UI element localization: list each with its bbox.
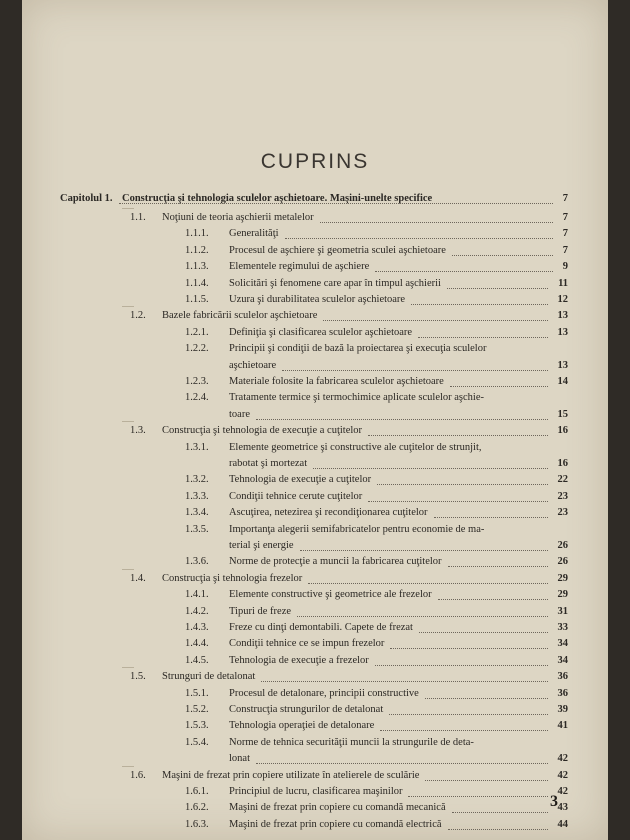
toc-entry-number: 1.1.1. [185,228,209,240]
toc-entry-number: 1.3.6. [185,556,209,568]
toc-entry-title: Materiale folosite la fabricarea sculelor aşchietoare [229,376,444,387]
chapter-page: 7 [562,193,568,204]
margin-mark [122,421,134,422]
toc-entry-page: 23 [557,490,568,502]
toc-entry-title: Bazele fabricării sculelor aşchietoare [162,310,318,322]
leader-dots [282,370,547,371]
toc-entry-number: 1.6.3. [185,818,209,830]
toc-entry-title: rabotat şi mortezat [229,458,308,469]
leader-dots [452,812,548,813]
toc-entry-title: Elemente constructive şi geometrice ale frezelor [229,589,432,601]
toc-entry-page: 43 [557,802,568,814]
book-page [22,0,608,840]
toc-entry-page: 29 [557,589,568,601]
toc-entry-number: 1.3.1. [185,441,209,453]
toc-entry-page: 16 [557,458,568,469]
toc-entry-number: 1.4.4. [185,638,209,650]
toc-entry-page: 15 [557,408,568,420]
leader-dots [256,763,548,764]
toc-entry-title: aşchietoare [229,359,277,371]
toc-entry-page: 7 [562,244,568,256]
toc-entry-title: Elementele regimului de aşchiere [229,261,370,273]
chapter-title: Construcţia şi tehnologia sculelor aşchietoare. Maşini-unelte specifice [122,193,433,204]
toc-entry-page: 41 [557,720,568,732]
toc-entry-number: 1.4. [130,572,146,584]
toc-entry-number: 1.4.2. [185,605,209,617]
toc-entry-title: Construcţia strungurilor de detalonat [229,704,384,715]
margin-mark [122,208,134,209]
margin-mark [122,306,134,307]
toc-entry-number: 1.3.2. [185,474,209,486]
toc-entry-number: 1.5.3. [185,720,209,732]
leader-dots [419,632,548,633]
toc-entry-title: Condiţii tehnice ce se impun frezelor [229,638,385,650]
toc-entry-page: 36 [557,671,568,683]
toc-entry-title: Elemente geometrice şi constructive ale cuţitelor de strunjit, [229,441,482,453]
toc-entry-page: 34 [557,654,568,666]
leader-dots [448,829,548,830]
toc-entry-page: 42 [557,769,568,781]
toc-entry-title: Principii şi condiţii de bază la proiectarea şi execuţia sculelor [229,343,487,355]
toc-entry-page: 11 [558,277,568,289]
leader-dots [452,255,553,256]
toc-entry-title: Maşini de frezat prin copiere cu comandă electrică [229,818,442,830]
toc-entry-number: 1.1. [130,212,146,223]
toc-entry-title: toare [229,408,250,420]
leader-dots [438,599,548,600]
leader-dots [308,583,547,584]
toc-entry-page: 44 [557,818,568,830]
toc-entry-page: 23 [557,507,568,519]
leader-dots [448,566,548,567]
toc-entry-page: 34 [557,638,568,650]
leader-dots [368,501,547,502]
leader-dots [375,271,553,272]
toc-entry-number: 1.2.4. [185,392,209,404]
toc-entry-title: Maşini de frezat prin copiere utilizate în atelierele de sculărie [162,769,420,781]
toc-entry-page: 7 [562,212,568,223]
leader-dots [313,468,547,469]
toc-entry-title: terial şi energie [229,540,294,551]
toc-entry-title: Maşini de frezat prin copiere cu comandă mecanică [229,802,446,814]
leader-dots [377,484,547,485]
toc-entry-page: 33 [557,622,568,633]
toc-entry-page: 13 [557,310,568,322]
toc-entry-number: 1.1.4. [185,277,209,289]
toc-entry-number: 1.3.3. [185,490,209,502]
toc-entry-title: Condiţii tehnice cerute cuţitelor [229,490,363,502]
toc-entry-title: Uzura şi durabilitatea sculelor aşchietoare [229,294,406,305]
toc-entry-page: 16 [557,425,568,437]
toc-entry-page: 13 [557,326,568,338]
leader-dots [300,550,548,551]
toc-entry-number: 1.5.4. [185,736,209,748]
toc-entry-number: 1.1.5. [185,294,209,305]
toc-entry-number: 1.2.2. [185,343,209,355]
toc-entry-page: 31 [557,605,568,617]
toc-entry-title: Procesul de detalonare, principii constructive [229,687,419,699]
leader-dots [119,203,553,204]
toc-entry-number: 1.6.1. [185,786,209,797]
toc-entry-title: Noţiuni de teoria aşchierii metalelor [162,212,314,223]
page-title: CUPRINS [260,150,370,173]
toc-entry-page: 36 [557,687,568,699]
toc-entry-page: 9 [562,261,568,273]
leader-dots [380,730,547,731]
margin-mark [122,569,134,570]
leader-dots [447,288,548,289]
leader-dots [297,616,547,617]
toc-entry-title: Ascuţirea, netezirea şi recondiţionarea cuţitelor [229,507,428,519]
toc-entry-page: 42 [557,753,568,765]
leader-dots [375,665,548,666]
toc-entry-number: 1.2. [130,310,146,322]
toc-entry-page: 26 [557,556,568,568]
leader-dots [320,222,553,223]
page-number: 3 [550,793,558,810]
leader-dots [450,386,548,387]
toc-entry-page: 14 [557,376,568,387]
toc-entry-title: Construcţia şi tehnologia de execuţie a cuţitelor [162,425,363,437]
toc-entry-title: Tipuri de freze [229,605,292,617]
toc-entry-number: 1.5.1. [185,687,209,699]
leader-dots [389,714,547,715]
toc-entry-title: Importanţa alegerii semifabricatelor pentru economie de ma- [229,523,485,535]
toc-entry-number: 1.6.2. [185,802,209,814]
margin-mark [122,766,134,767]
toc-entry-number: 1.2.3. [185,376,209,387]
chapter-label: Capitolul 1. [60,193,113,204]
toc-entry-number: 1.3.5. [185,523,209,535]
toc-entry-number: 1.3. [130,425,146,437]
leader-dots [261,681,547,682]
toc-entry-title: Generalităţi [229,228,279,240]
leader-dots [408,796,547,797]
toc-entry-title: Tehnologia de execuţie a cuţitelor [229,474,372,486]
toc-entry-page: 12 [557,294,568,305]
toc-entry-number: 1.4.1. [185,589,209,601]
toc-entry-number: 1.4.3. [185,622,209,633]
toc-entry-title: Norme de tehnica securităţii muncii la strungurile de deta- [229,736,474,748]
toc-entry-title: Norme de protecţie a muncii la fabricarea cuţitelor [229,556,442,568]
leader-dots [411,304,547,305]
toc-entry-page: 29 [557,572,568,584]
toc-entry-number: 1.6. [130,769,146,781]
leader-dots [425,698,548,699]
leader-dots [390,648,547,649]
toc-entry-number: 1.4.5. [185,654,209,666]
toc-entry-title: Procesul de aşchiere şi geometria sculei aşchietoare [229,244,446,256]
toc-entry-number: 1.5. [130,671,146,683]
toc-entry-number: 1.5.2. [185,704,209,715]
toc-entry-title: Tehnologia operaţiei de detalonare [229,720,375,732]
leader-dots [285,238,553,239]
toc-entry-title: Strunguri de detalonat [162,671,256,683]
toc-entry-title: Definiţia şi clasificarea sculelor aşchietoare [229,326,413,338]
toc-entry-page: 22 [557,474,568,486]
leader-dots [323,320,547,321]
leader-dots [418,337,547,338]
toc-entry-page: 39 [557,704,568,715]
toc-entry-page: 13 [557,359,568,371]
toc-entry-number: 1.1.2. [185,244,209,256]
leader-dots [368,435,547,436]
toc-entry-page: 42 [557,786,568,797]
toc-entry-title: Principiul de lucru, clasificarea maşinilor [229,786,403,797]
toc-entry-title: Solicitări şi fenomene care apar în timpul aşchierii [229,277,441,289]
leader-dots [434,517,548,518]
toc-entry-title: Construcţia şi tehnologia frezelor [162,572,303,584]
margin-mark [122,667,134,668]
toc-entry-number: 1.1.3. [185,261,209,273]
leader-dots [256,419,548,420]
toc-entry-page: 7 [562,228,568,240]
toc-entry-page: 26 [557,540,568,551]
toc-entry-title: lonat [229,753,250,765]
toc-entry-title: Tratamente termice şi termochimice aplicate sculelor aşchie- [229,392,485,404]
toc-entry-title: Tehnologia de execuţie a frezelor [229,654,369,666]
toc-entry-number: 1.2.1. [185,326,209,338]
leader-dots [425,780,547,781]
toc-entry-number: 1.3.4. [185,507,209,519]
toc-entry-title: Freze cu dinţi demontabili. Capete de frezat [229,622,413,633]
